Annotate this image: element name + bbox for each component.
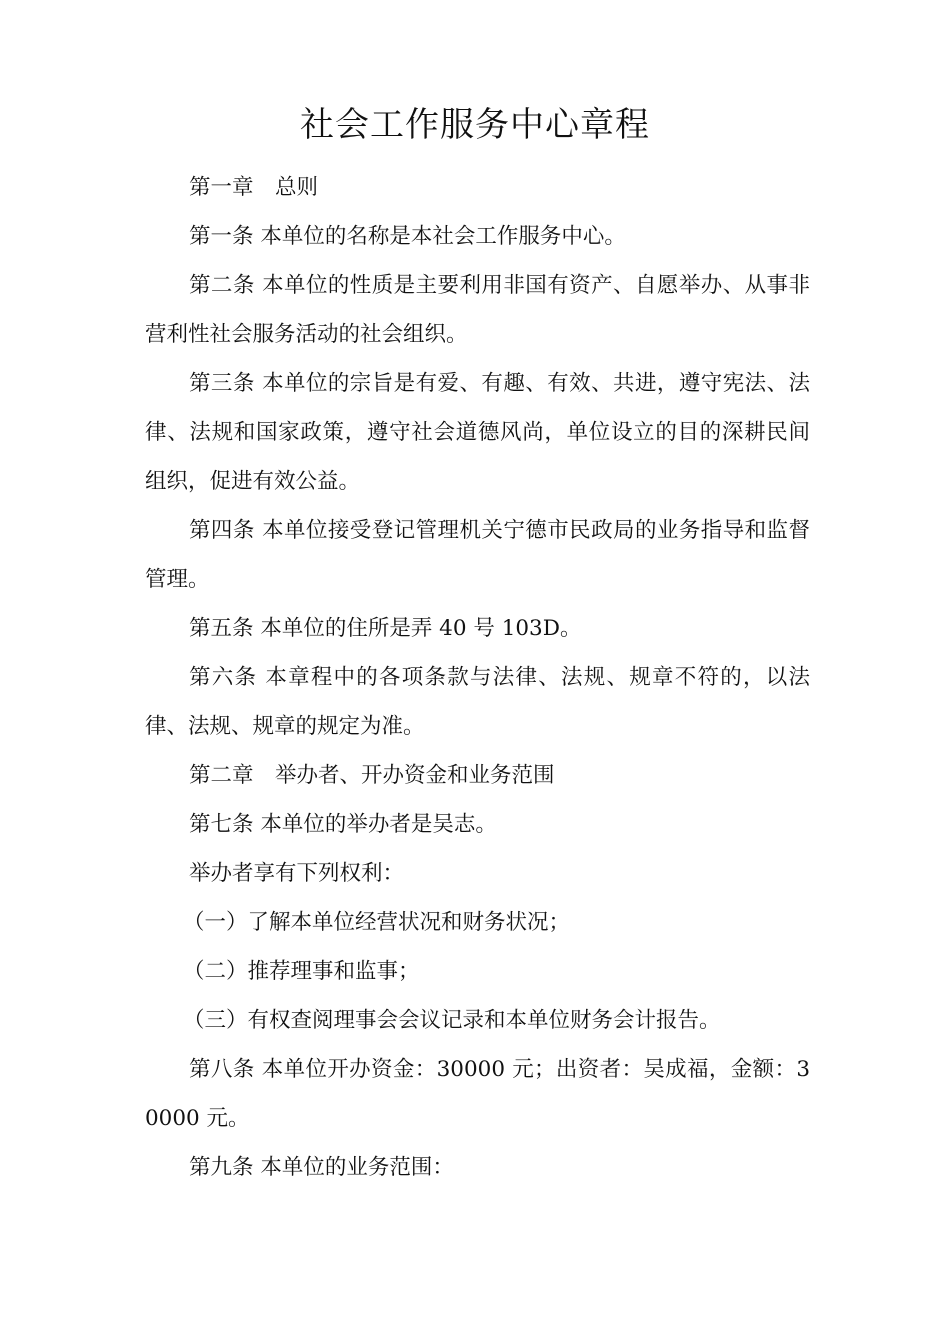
article-8: 第八条 本单位开办资金：30000 元；出资者：吴成福，金额：30000 元。 xyxy=(145,1057,810,1131)
chapter-2-heading: 第二章 举办者、开办资金和业务范围 xyxy=(189,763,555,788)
right-item-3: （三）有权查阅理事会会议记录和本单位财务会计报告。 xyxy=(183,1008,721,1033)
article-6: 第六条 本章程中的各项条款与法律、法规、规章不符的，以法律、法规、规章的规定为准。 xyxy=(145,665,810,739)
document-title: 社会工作服务中心章程 xyxy=(300,105,650,145)
article-3: 第三条 本单位的宗旨是有爱、有趣、有效、共进，遵守宪法、法律、法规和国家政策，遵守社会道德风尚，单位设立的目的深耕民间组织，促进有效公益。 xyxy=(145,371,810,494)
chapter-1-heading: 第一章 总则 xyxy=(189,175,319,200)
article-9: 第九条 本单位的业务范围： xyxy=(189,1155,454,1180)
document-body xyxy=(145,163,810,1192)
article-4: 第四条 本单位接受登记管理机关宁德市民政局的业务指导和监督管理。 xyxy=(145,518,810,592)
article-2: 第二条 本单位的性质是主要利用非国有资产、自愿举办、从事非营利性社会服务活动的社会组织。 xyxy=(145,273,810,347)
right-item-2: （二）推荐理事和监事； xyxy=(183,959,420,984)
article-7: 第七条 本单位的举办者是吴志。 xyxy=(189,812,497,837)
article-1: 第一条 本单位的名称是本社会工作服务中心。 xyxy=(189,224,626,249)
rights-intro: 举办者享有下列权利： xyxy=(189,861,405,886)
article-5: 第五条 本单位的住所是弄 40 号 103D。 xyxy=(189,616,582,641)
right-item-1: （一）了解本单位经营状况和财务状况； xyxy=(183,910,571,935)
